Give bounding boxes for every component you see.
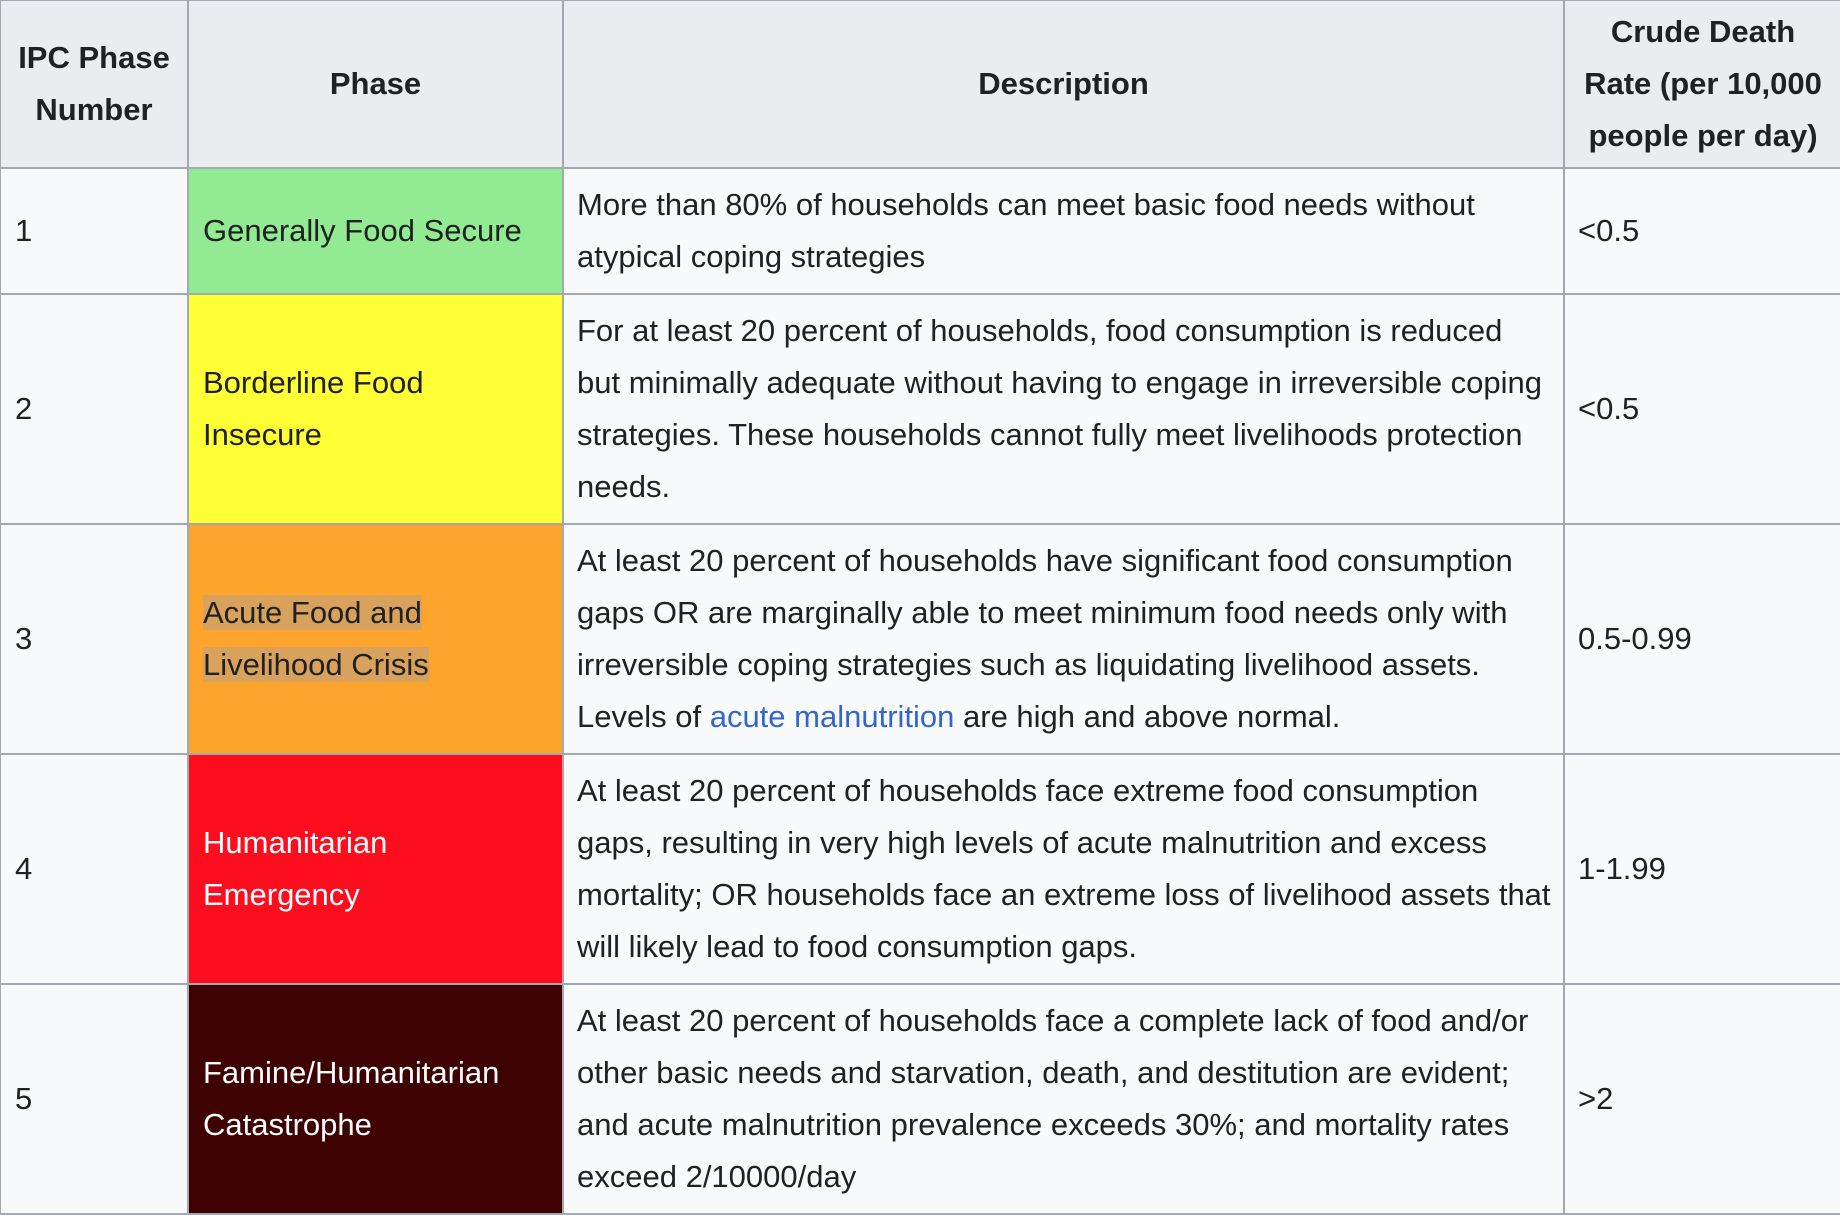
header-phase: Phase (188, 0, 563, 168)
phase-name: Famine/Humanitarian Catastrophe (188, 984, 563, 1214)
phase-name: Humanitarian Emergency (188, 754, 563, 984)
header-ipc-phase-number: IPC Phase Number (0, 0, 188, 168)
header-row (0, 0, 1840, 168)
crude-death-rate: 0.5-0.99 (1564, 524, 1840, 754)
crude-death-rate: >2 (1564, 984, 1840, 1214)
header-description: Description (563, 0, 1564, 168)
acute-malnutrition-link[interactable]: acute malnutrition (709, 699, 955, 734)
phase-description: For at least 20 percent of households, food consumption is reduced but minimally adequate without having to engage in irreversible coping strategies. These households cannot fully meet livelihoods protection needs. (563, 294, 1564, 524)
phase-name: Generally Food Secure (188, 168, 563, 294)
table-row (0, 168, 1840, 294)
phase-name-line-2: Livelihood Crisis (203, 647, 429, 682)
phase-number: 4 (0, 754, 188, 984)
description-text: At least 20 percent of households have significant food consumption gaps OR are marginally able to meet minimum food needs only with irreversible coping strategies such as liquidating livelihood assets. Levels of (577, 543, 1513, 734)
phase-number: 1 (0, 168, 188, 294)
crude-death-rate: <0.5 (1564, 294, 1840, 524)
phase-number: 2 (0, 294, 188, 524)
table-row (0, 294, 1840, 524)
phase-description: At least 20 percent of households face extreme food consumption gaps, resulting in very high levels of acute malnutrition and excess mortality; OR households face an extreme loss of livelihood assets that will likely lead to food consumption gaps. (563, 754, 1564, 984)
crude-death-rate: 1-1.99 (1564, 754, 1840, 984)
phase-description: At least 20 percent of households face a complete lack of food and/or other basic needs and starvation, death, and destitution are evident; and acute malnutrition prevalence exceeds 30%; and mortality rates exceed 2/10000/day (563, 984, 1564, 1214)
phase-name (188, 524, 563, 754)
phase-description: More than 80% of households can meet basic food needs without atypical coping strategies (563, 168, 1564, 294)
table-row (0, 984, 1840, 1214)
crude-death-rate: <0.5 (1564, 168, 1840, 294)
phase-number: 5 (0, 984, 188, 1214)
table-row (0, 754, 1840, 984)
phase-description (563, 524, 1564, 754)
table-row (0, 524, 1840, 754)
header-crude-death-rate: Crude Death Rate (per 10,000 people per day) (1564, 0, 1840, 168)
phase-name-line-1: Acute Food and (203, 595, 422, 630)
phase-number: 3 (0, 524, 188, 754)
description-text: are high and above normal. (954, 699, 1341, 734)
phase-name: Borderline Food Insecure (188, 294, 563, 524)
